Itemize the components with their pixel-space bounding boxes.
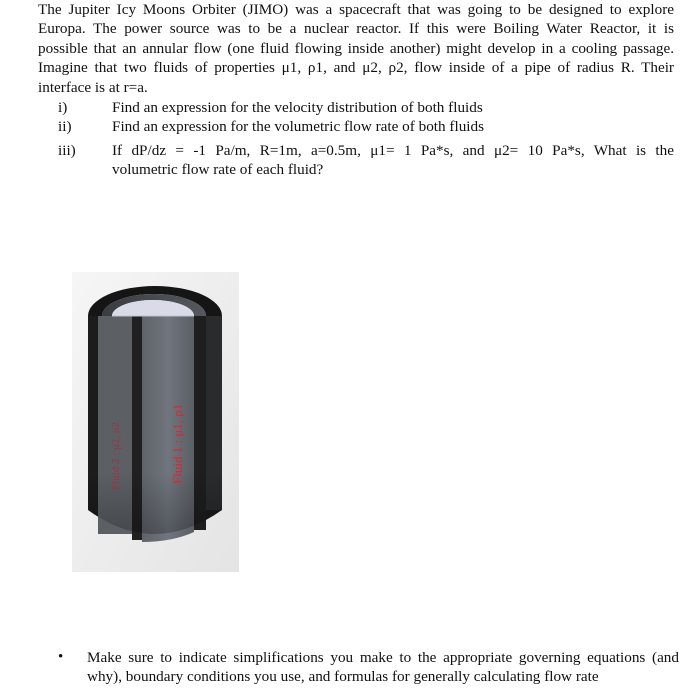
question-item [38,117,678,136]
statement-line: Imagine that two fluids of properties μ1, ρ1, and μ2, ρ2, flow inside of a pipe of radius R. Their [38,59,674,77]
pipe-illustration [72,272,239,572]
question-text: volumetric flow rate of each fluid? [112,161,324,179]
statement-line: interface is at r=a. [38,78,148,96]
annular-pipe-figure [72,272,239,572]
question-list [38,98,678,180]
problem-statement [38,0,674,97]
fluid2-label: Fluid 2 : μ2, ρ2 [110,422,122,490]
statement-line: possible that an annular flow (one fluid flowing inside another) might develop in a cooling passage. [38,39,674,57]
statement-line: Europa. The power source was to be a nuclear reactor. If this were Boiling Water Reactor, it is [38,20,674,38]
note-line: why), boundary conditions you use, and formulas for generally calculating flow rate [87,668,599,686]
question-text: Find an expression for the velocity distribution of both fluids [112,99,483,116]
note-text [87,648,679,687]
question-item [38,141,678,180]
statement-line: The Jupiter Icy Moons Orbiter (JIMO) was a spacecraft that was going to be designed to explore [38,1,674,18]
question-number: i) [58,99,68,116]
question-text: If dP/dz = -1 Pa/m, R=1m, a=0.5m, μ1= 1 Pa*s, and μ2= 10 Pa*s, What is the [112,141,674,159]
question-number: ii) [58,118,72,136]
question-item [38,98,678,117]
question-text: Find an expression for the volumetric flow rate of both fluids [112,118,485,136]
fluid1-label: Fluid 1 : μ1, ρ1 [170,403,185,484]
question-number: iii) [58,141,76,159]
bullet-icon: • [58,649,64,665]
note-line: Make sure to indicate simplifications you make to the appropriate governing equations (and [87,649,679,666]
